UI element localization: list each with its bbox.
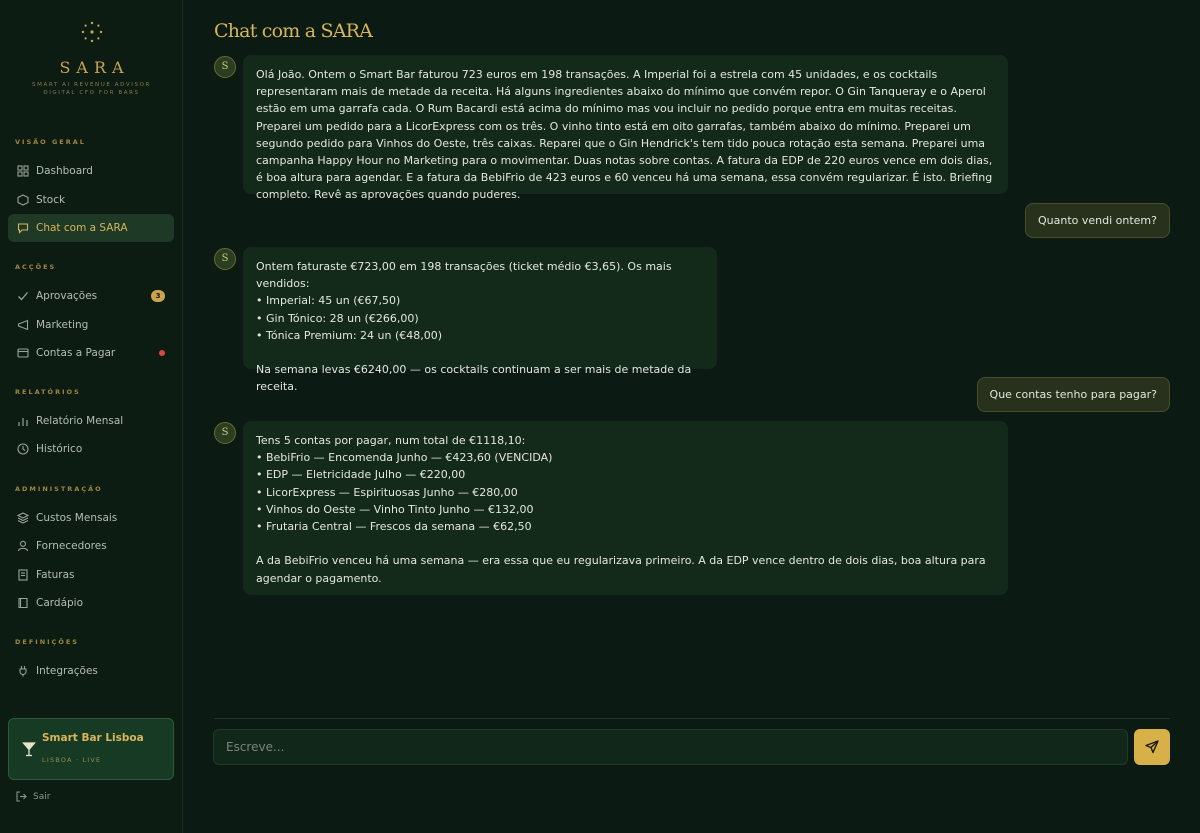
megaphone-icon [17,319,29,331]
sidebar-item-label: Custos Mensais [36,512,118,524]
sara-avatar: S [214,248,236,270]
sidebar-item-bills[interactable] [8,339,174,367]
sidebar-item-label: Chat com a SARA [36,222,128,234]
sidebar-item-monthly-report[interactable] [8,407,174,435]
sidebar-item-label: Contas a Pagar [36,347,116,359]
venue-status: LISBOA · LIVE [42,756,102,764]
sidebar-item-marketing[interactable] [8,311,174,339]
venue-name: Smart Bar Lisboa [42,732,144,744]
assistant-message: Tens 5 contas por pagar, num total de €1118,10: • BebiFrio — Encomenda Junho — €423,60 (VENCIDA) • EDP — Eletricidade Julho — €220,00 • LicorExpress — Espirituosas Junho — €280,00 • Vinhos do Oeste — Vinho Tinto Junho — €132,00 • Frutaria Central — Frescos da semana — €62,50 A da BebiFrio venceu há uma semana — era essa que eu regularizava primeiro. A da EDP vence dentro de dois dias, boa altura para agendar o pagamento. [243,421,1008,595]
sidebar-item-dashboard[interactable] [8,157,174,185]
send-button[interactable] [1134,729,1170,765]
receipt-icon [17,569,29,581]
clock-icon [17,443,29,455]
sidebar-item-label: Faturas [36,569,75,581]
chat-icon [17,222,29,234]
assistant-message: Olá João. Ontem o Smart Bar faturou 723 euros em 198 transações. A Imperial foi a estrela com 45 unidades, e os cocktails representaram mais de metade da receita. Há alguns ingredientes abaixo do mínimo que convém repor. O Gin Tanqueray e o Aperol estão em uma garrafa cada. O Rum Bacardi está acima do mínimo mas vou incluir no pedido porque entra em muitas receitas. Preparei um pedido para a LicorExpress com os três. O vinho tinto está em oito garrafas, também abaixo do mínimo. Preparei um segundo pedido para Vinhos do Oeste, três caixas. Reparei que o Gin Hendrick's tem tido pouca rotação esta semana. Preparei uma campanha Happy Hour no Marketing para o movimentar. Duas notas sobre contas. A fatura da EDP de 220 euros vence em dois dias, é boa altura para agendar. E a fatura da BebiFrio de 423 euros e 60 venceu há uma semana, essa convém regularizar. É isto. Briefing completo. Revê as aprovações quando puderes. [243,55,1008,194]
alert-dot [159,350,165,356]
section-title-reports: RELATÓRIOS [15,388,81,396]
sara-avatar: S [214,56,236,78]
section-title-overview: VISÃO GERAL [15,138,86,146]
card-icon [17,347,29,359]
chat-input[interactable] [213,729,1128,765]
sidebar [0,0,183,833]
sidebar-item-label: Fornecedores [36,540,107,552]
sidebar-item-history[interactable] [8,435,174,463]
sidebar-item-invoices[interactable] [8,561,174,589]
assistant-message: Ontem faturaste €723,00 em 198 transações (ticket médio €3,65). Os mais vendidos: • Imperial: 45 un (€67,50) • Gin Tónico: 28 un (€266,00) • Tónica Premium: 24 un (€48,00) Na semana levas €6240,00 — os cocktails continuam a ser mais de metade da receita. [243,247,717,369]
logout-label: Sair [33,791,51,802]
sidebar-item-approvals[interactable] [8,282,174,310]
brand-name: SARA [59,58,130,77]
layers-icon [17,512,29,524]
sidebar-item-label: Histórico [36,443,83,455]
brand-subtitle-line-2: DIGITAL CFO FOR BARS [43,90,140,96]
sara-avatar: S [214,422,236,444]
composer-divider [214,718,1170,719]
sidebar-item-label: Integrações [36,665,98,677]
sidebar-item-label: Dashboard [36,165,93,177]
sidebar-item-label: Relatório Mensal [36,415,124,427]
venue-card[interactable] [8,718,174,780]
brand-block [0,20,183,97]
send-icon [1145,740,1159,754]
sidebar-item-integrations[interactable] [8,657,174,685]
section-title-admin: ADMINISTRAÇÃO [15,485,103,493]
approvals-count-badge: 3 [151,290,165,302]
user-message: Quanto vendi ontem? [1025,203,1170,238]
box-icon [17,194,29,206]
sidebar-item-suppliers[interactable] [8,532,174,560]
plug-icon [17,665,29,677]
sidebar-item-label: Aprovações [36,290,98,302]
check-icon [17,290,29,302]
bar-chart-icon [17,415,29,427]
sidebar-item-label: Marketing [36,319,89,331]
page-title: Chat com a SARA [214,20,373,42]
logout-icon [16,791,27,802]
user-icon [17,540,29,552]
sidebar-item-stock[interactable] [8,186,174,214]
book-icon [17,597,29,609]
grid-icon [17,165,29,177]
sidebar-item-label: Cardápio [36,597,84,609]
cocktail-glass-icon [22,741,36,757]
sidebar-item-chat[interactable] [8,214,174,242]
logout-button[interactable] [16,791,50,802]
user-message: Que contas tenho para pagar? [977,377,1170,412]
brand-subtitle-line-1: SMART AI REVENUE ADVISOR [32,82,151,88]
section-title-settings: DEFINIÇÕES [15,638,79,646]
sun-logo-icon [80,20,104,44]
section-title-actions: ACÇÕES [15,263,57,271]
brand-subtitle [0,81,183,97]
sidebar-item-monthly-costs[interactable] [8,504,174,532]
sidebar-item-menu[interactable] [8,589,174,617]
sidebar-item-label: Stock [36,194,66,206]
